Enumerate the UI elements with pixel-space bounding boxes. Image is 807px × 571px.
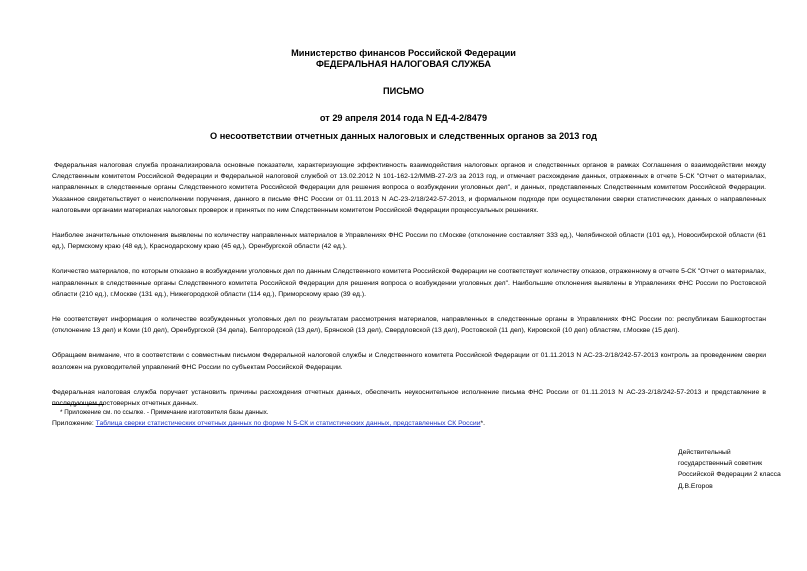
document-header [0, 48, 807, 124]
paragraph-2: Наиболее значительные отклонения выявлены по количеству направленных материалов в Управлениях ФНС России по г.Москве (отклонение составляет 333 ед.), Челябинской области (101 ед.), Новосибирской области (61 ед.), Пермскому краю (48 ед.), Краснодарскому краю (45 ед.), Оренбургской области (42 ед.). [52, 232, 766, 251]
signature-line-3: Российской Федерации 2 класса [678, 471, 781, 479]
ministry-name: Министерство финансов Российской Федерации [291, 48, 516, 58]
attachment-link[interactable]: Таблица сверки статистических отчетных данных по форме N 5-СК и статистических данных, представленных СК России [95, 420, 481, 428]
paragraph-3: Количество материалов, по которым отказано в возбуждении уголовных дел по данным Следственного комитета Российской Федерации не соответствует количеству отказов, отраженному в отчете 5-СК "Отчет о материалах, направленных в следственные органы Следственного комитета Российской Федерации для решения вопроса о возбуждении уголовных дел". Наибольшие отклонения выявлены в Управлениях ФНС России по Ростовской области (210 ед.), г.Москве (131 ед.), Нижегородской области (114 ед.), Приморскому краю (39 ед.). [52, 268, 766, 298]
document-subject: О несоответствии отчетных данных налоговых и следственных органов за 2013 год [210, 131, 597, 141]
paragraph-6: Федеральная налоговая служба поручает установить причины расхождения отчетных данных, обеспечить неукоснительное исполнение письма ФНС России от 01.11.2013 N АС-23-2/18/242-57-2013 и представление в последующем достоверных отчетных данных. [52, 388, 766, 408]
document-type: ПИСЬМО [382, 86, 425, 96]
footnote: * Приложение см. по ссылке. - Примечание изготовителя базы данных. [60, 409, 269, 416]
footnote-divider [52, 404, 104, 405]
document-date-number: от 29 апреля 2014 года N ЕД-4-2/8479 [319, 113, 488, 123]
paragraph-4: Не соответствует информация о количестве возбужденных уголовных дел по результатам рассмотрения материалов, направленных в следственные органы в Управлениях ФНС России по: республикам Башкортостан (отклонение 13 дел) и Коми (10 дел), Оренбургской (34 дела), Белгородской (13 дел), Брянской (13 дел), Свердловской (13 дел), Ростовской (11 дел), Кировской (10 дел) областям, г.Москве (15 дел). [52, 316, 766, 335]
attachment-line [52, 419, 766, 429]
document-body [52, 160, 766, 429]
paragraph-1: Федеральная налоговая служба проанализировала основные показатели, характеризующие эффективность взаимодействия налоговых органов и следственных органов в рамках Соглашения о взаимодействии между Следственным комитетом Российской Федерации и Федеральной налоговой службой от 13.02.2012 N 101-162-12/ММВ-27-2/3 за 2013 год, и отмечает расхождение данных, отраженных в отчете 5-СК "Отчет о материалах, направленных в следственные органы Следственного комитета Российской Федерации для решения вопроса о возбуждении уголовных дел", и данных, представленных Следственным комитетом Российской Федерации. Указанное свидетельствует о неисполнении поручения, данного в письме ФНС России от 01.11.2013 N АС-23-2/18/242-57-2013, и формальном подходе при осуществлении сверки статистических данных о направленных налоговыми органами материалах налоговых проверок и принятых по ним Следственным комитетом Российской Федерации процессуальных решениях. [52, 162, 766, 214]
attachment-suffix: *. [480, 420, 486, 428]
service-name: ФЕДЕРАЛЬНАЯ НАЛОГОВАЯ СЛУЖБА [315, 59, 492, 69]
signature-block [678, 447, 781, 492]
signature-line-1: Действительный [678, 449, 731, 456]
paragraph-5: Обращаем внимание, что в соответствии с совместным письмом Федеральной налоговой службы и Следственного комитета Российской Федерации от 01.11.2013 N АС-23-2/18/242-57-2013 контроль за проведением сверки возложен на руководителей управлений ФНС России по субъектам Российской Федерации. [52, 352, 766, 371]
signature-line-2: государственный советник [678, 460, 763, 468]
attachment-label: Приложение: [52, 420, 96, 428]
signature-name: Д.В.Егоров [678, 482, 713, 490]
